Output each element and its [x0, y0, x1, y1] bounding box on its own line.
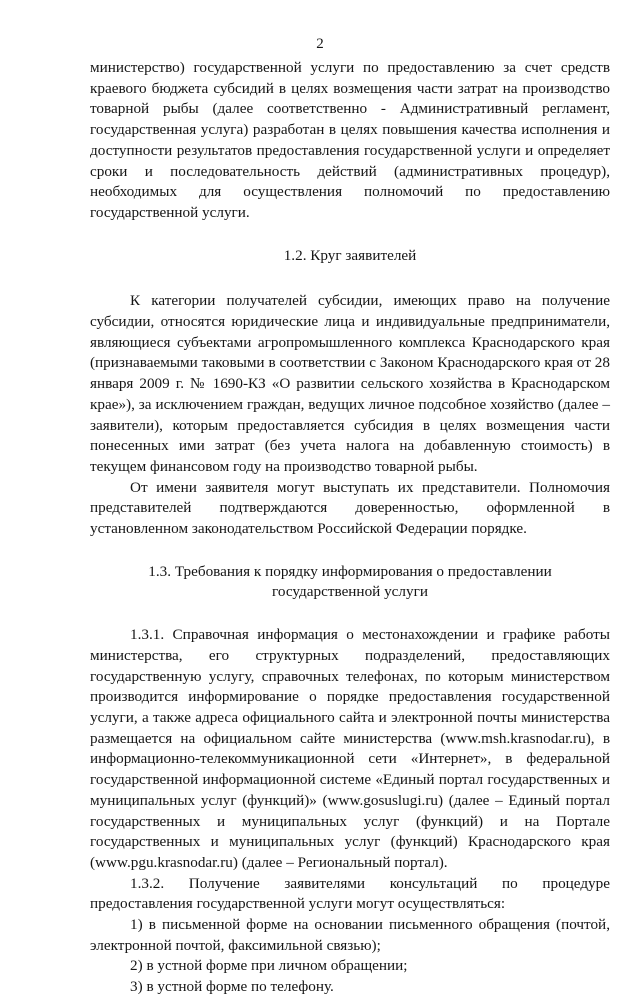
paragraph-1-3-2: 1.3.2. Получение заявителями консультаций по процедуре предоставления государственной услуги могут осуществляться: — [90, 874, 610, 913]
section-heading-1-2: 1.2. Круг заявителей — [283, 246, 417, 264]
paragraph-applicants: К категории получателей субсидии, имеющих право на получение субсидии, относятся юридические лица и индивидуальные предприниматели, являющиеся субъектами агропромышленного комплекса Краснодарского края (признаваемыми таковыми в соответствии с Законом Краснодарского края от 28 января 2009 г. № 1690-КЗ «О развитии сельского хозяйства в Краснодарском крае»), за исключением граждан, ведущих личное подсобное хозяйство (далее – заявители), которым предоставляется субсидия в целях возмещения части понесенных ими затрат (без учета налога на добавленную стоимость) в текущем финансовом году на производство товарной рыбы. — [90, 292, 610, 475]
section-heading-1-3-line1: 1.3. Требования к порядку информирования о предоставлении — [148, 562, 552, 580]
list-item-1: 1) в письменной форме на основании письменного обращения (почтой, электронной почтой, факсимильной связью); — [90, 916, 610, 954]
paragraph-1-3-1: 1.3.1. Справочная информация о местонахождении и графике работы министерства, его структурных подразделений, предоставляющих государственную услугу, справочных телефонах, по которым министерством производится информирование о порядке предоставления государственной услуги, а также адреса официального сайта и электронной почты министерства размещается на официальном сайте министерства (www.msh.krasnodar.ru), в информационно-телекоммуникационной сети «Интернет», в федеральной государственной информационной системе «Единый портал государственных и муниципальных услуг (функций)» (www.gosuslugi.ru) (далее – Единый портал государственных и муниципальных услуг (функций) и на Портале государственных и муниципальных услуг (функций) Краснодарского края (www.pgu.krasnodar.ru) (далее – Региональный портал). — [90, 626, 610, 871]
section-heading-1-3-line2: государственной услуги — [272, 583, 428, 601]
document-body — [90, 58, 610, 998]
page-number: 2 — [316, 36, 324, 52]
list-item-2: 2) в устной форме при личном обращении; — [130, 957, 408, 975]
paragraph-representatives: От имени заявителя могут выступать их представители. Полномочия представителей подтверждаются доверенностью, оформленной в установленном законодательством Российской Федерации порядке. — [90, 478, 610, 538]
intro-paragraph: министерство) государственной услуги по предоставлению за счет средств краевого бюджета субсидий в целях возмещения части затрат на производство товарной рыбы (далее соответственно - Административный регламент, государственная услуга) разработан в целях повышения качества исполнения и доступности результатов предоставления государственной услуги и определяет сроки и последовательность действий (административных процедур), необходимых для осуществления полномочий по предоставлению государственной услуги. — [90, 59, 610, 221]
list-item-3: 3) в устной форме по телефону. — [130, 978, 334, 996]
